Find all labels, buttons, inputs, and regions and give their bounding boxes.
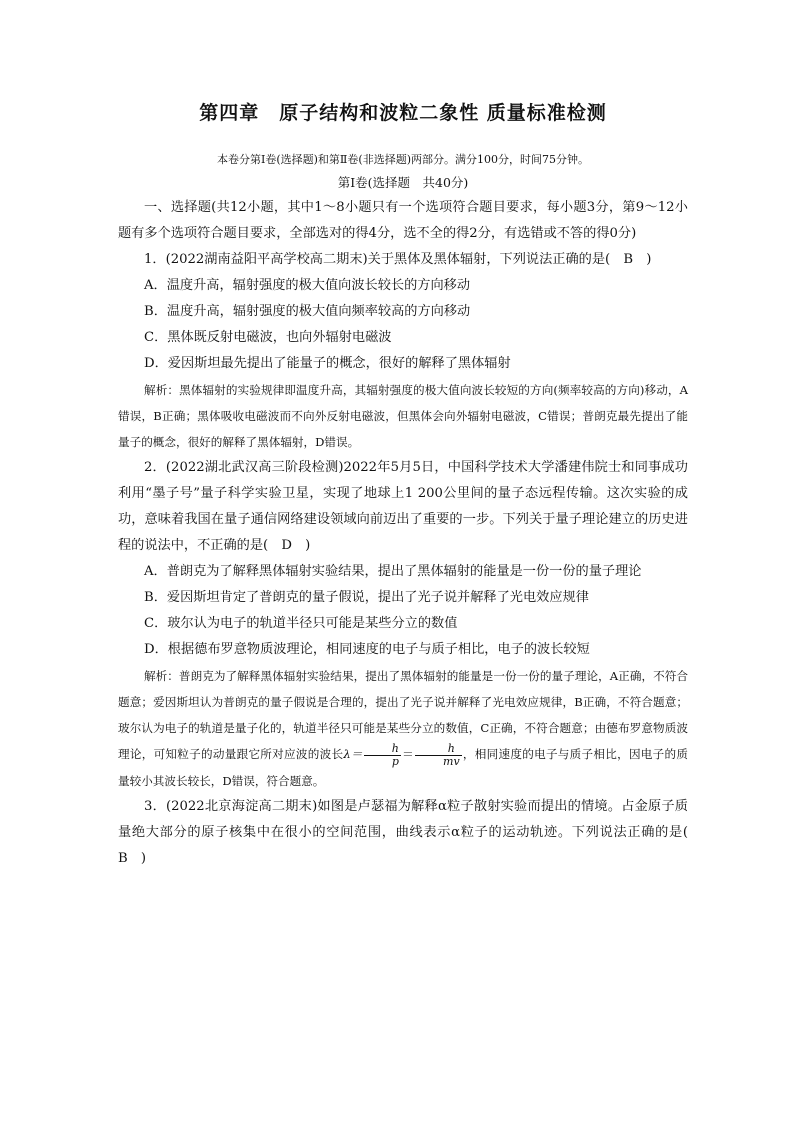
question-1-option-b: B．温度升高，辐射强度的极大值向频率较高的方向移动 [144, 304, 471, 319]
fraction-denominator: p [391, 754, 399, 768]
question-2-option-b: B．爱因斯坦肯定了普朗克的量子假说，提出了光子说并解释了光电效应规律 [144, 590, 589, 605]
question-1-option-a: A．温度升高，辐射强度的极大值向波长较长的方向移动 [144, 278, 471, 293]
question-2-explanation [118, 663, 688, 794]
question-2 [118, 455, 688, 794]
question-2-explanation-part-b: ，相同速度的电子与质子相比，因电子的质量较小其波长较长，D错误，符合题意。 [118, 747, 688, 788]
exam-intro: 本卷分第Ⅰ卷(选择题)和第Ⅱ卷(非选择题)两部分。满分100分，时间75分钟。 [217, 153, 589, 166]
question-1-option-d: D．爱因斯坦最先提出了能量子的概念，很好的解释了黑体辐射 [144, 356, 511, 371]
page-title: 第四章 原子结构和波粒二象性 质量标准检测 [199, 102, 607, 124]
question-3-stem: 3．(2022北京海淀高二期末)如图是卢瑟福为解释α粒子散射实验而提出的情境。占金原子质量绝大部分的原子核集中在很小的空间范围，曲线表示α粒子的运动轨迹。下列说法正确的是( B ) [118, 798, 702, 866]
fraction-h-over-p [364, 743, 401, 768]
question-2-explanation-part-a: 解析：普朗克为了解释黑体辐射实验结果，提出了黑体辐射的能量是一份一份的量子理论，A正确，不符合题意；爱因斯坦认为普朗克的量子假说是合理的，提出了光子说并解释了光电效应规律，B正确，不符合题意；玻尔认为电子的轨道是量子化的，轨道半径只可能是某些分立的数值，C正确，不符合题意；由德布罗意物质波理论，可知粒子的动量跟它所对应波的波长 [118, 669, 688, 761]
question-3 [118, 794, 702, 872]
question-1-explanation: 解析：黑体辐射的实验规律即温度升高，其辐射强度的极大值向波长较短的方向(频率较高的方向)移动，A错误，B正确；黑体吸收电磁波而不向外反射电磁波，但黑体会向外辐射电磁波，C错误；普朗克最先提出了能量子的概念，很好的解释了黑体辐射，D错误。 [118, 383, 688, 449]
part-heading: 第Ⅰ卷(选择题 共40分) [337, 175, 469, 190]
question-1-option-c: C．黑体既反射电磁波，也向外辐射电磁波 [144, 330, 392, 345]
document-body [118, 98, 702, 872]
question-2-option-d: D．根据德布罗意物质波理论，相同速度的电子与质子相比，电子的波长较短 [144, 642, 590, 657]
fraction-h-over-mv [415, 743, 462, 768]
question-2-option-a: A．普朗克为了解释黑体辐射实验结果，提出了黑体辐射的能量是一份一份的量子理论 [144, 564, 642, 579]
section-instructions: 一、选择题(共12小题，其中1～8小题只有一个选项符合题目要求，每小题3分，第9～12小题有多个选项符合题目要求，全部选对的得4分，选不全的得2分，有选错或不答的得0分) [118, 200, 688, 241]
formula-equals: ＝ [401, 747, 415, 761]
formula-lambda: λ＝ [343, 747, 363, 761]
question-2-option-c: C．玻尔认为电子的轨道半径只可能是某些分立的数值 [144, 616, 458, 631]
fraction-denominator: mv [443, 754, 460, 768]
question-1-stem: 1．(2022湖南益阳平高学校高二期末)关于黑体及黑体辐射，下列说法正确的是( B ) [144, 252, 652, 267]
question-1 [118, 247, 688, 455]
question-2-stem: 2．(2022湖北武汉高三阶段检测)2022年5月5日，中国科学技术大学潘建伟院士和同事成功利用“墨子号”量子科学实验卫星，实现了地球上1 200公里间的量子态远程传输。这次实验的成功，意味着我国在量子通信网络建设领域向前迈出了重要的一步。下列关于量子理论建立的历史进程的说法中，不正确的是( D ) [118, 460, 688, 553]
fraction-numerator: h [415, 743, 462, 756]
fraction-numerator: h [364, 743, 401, 756]
